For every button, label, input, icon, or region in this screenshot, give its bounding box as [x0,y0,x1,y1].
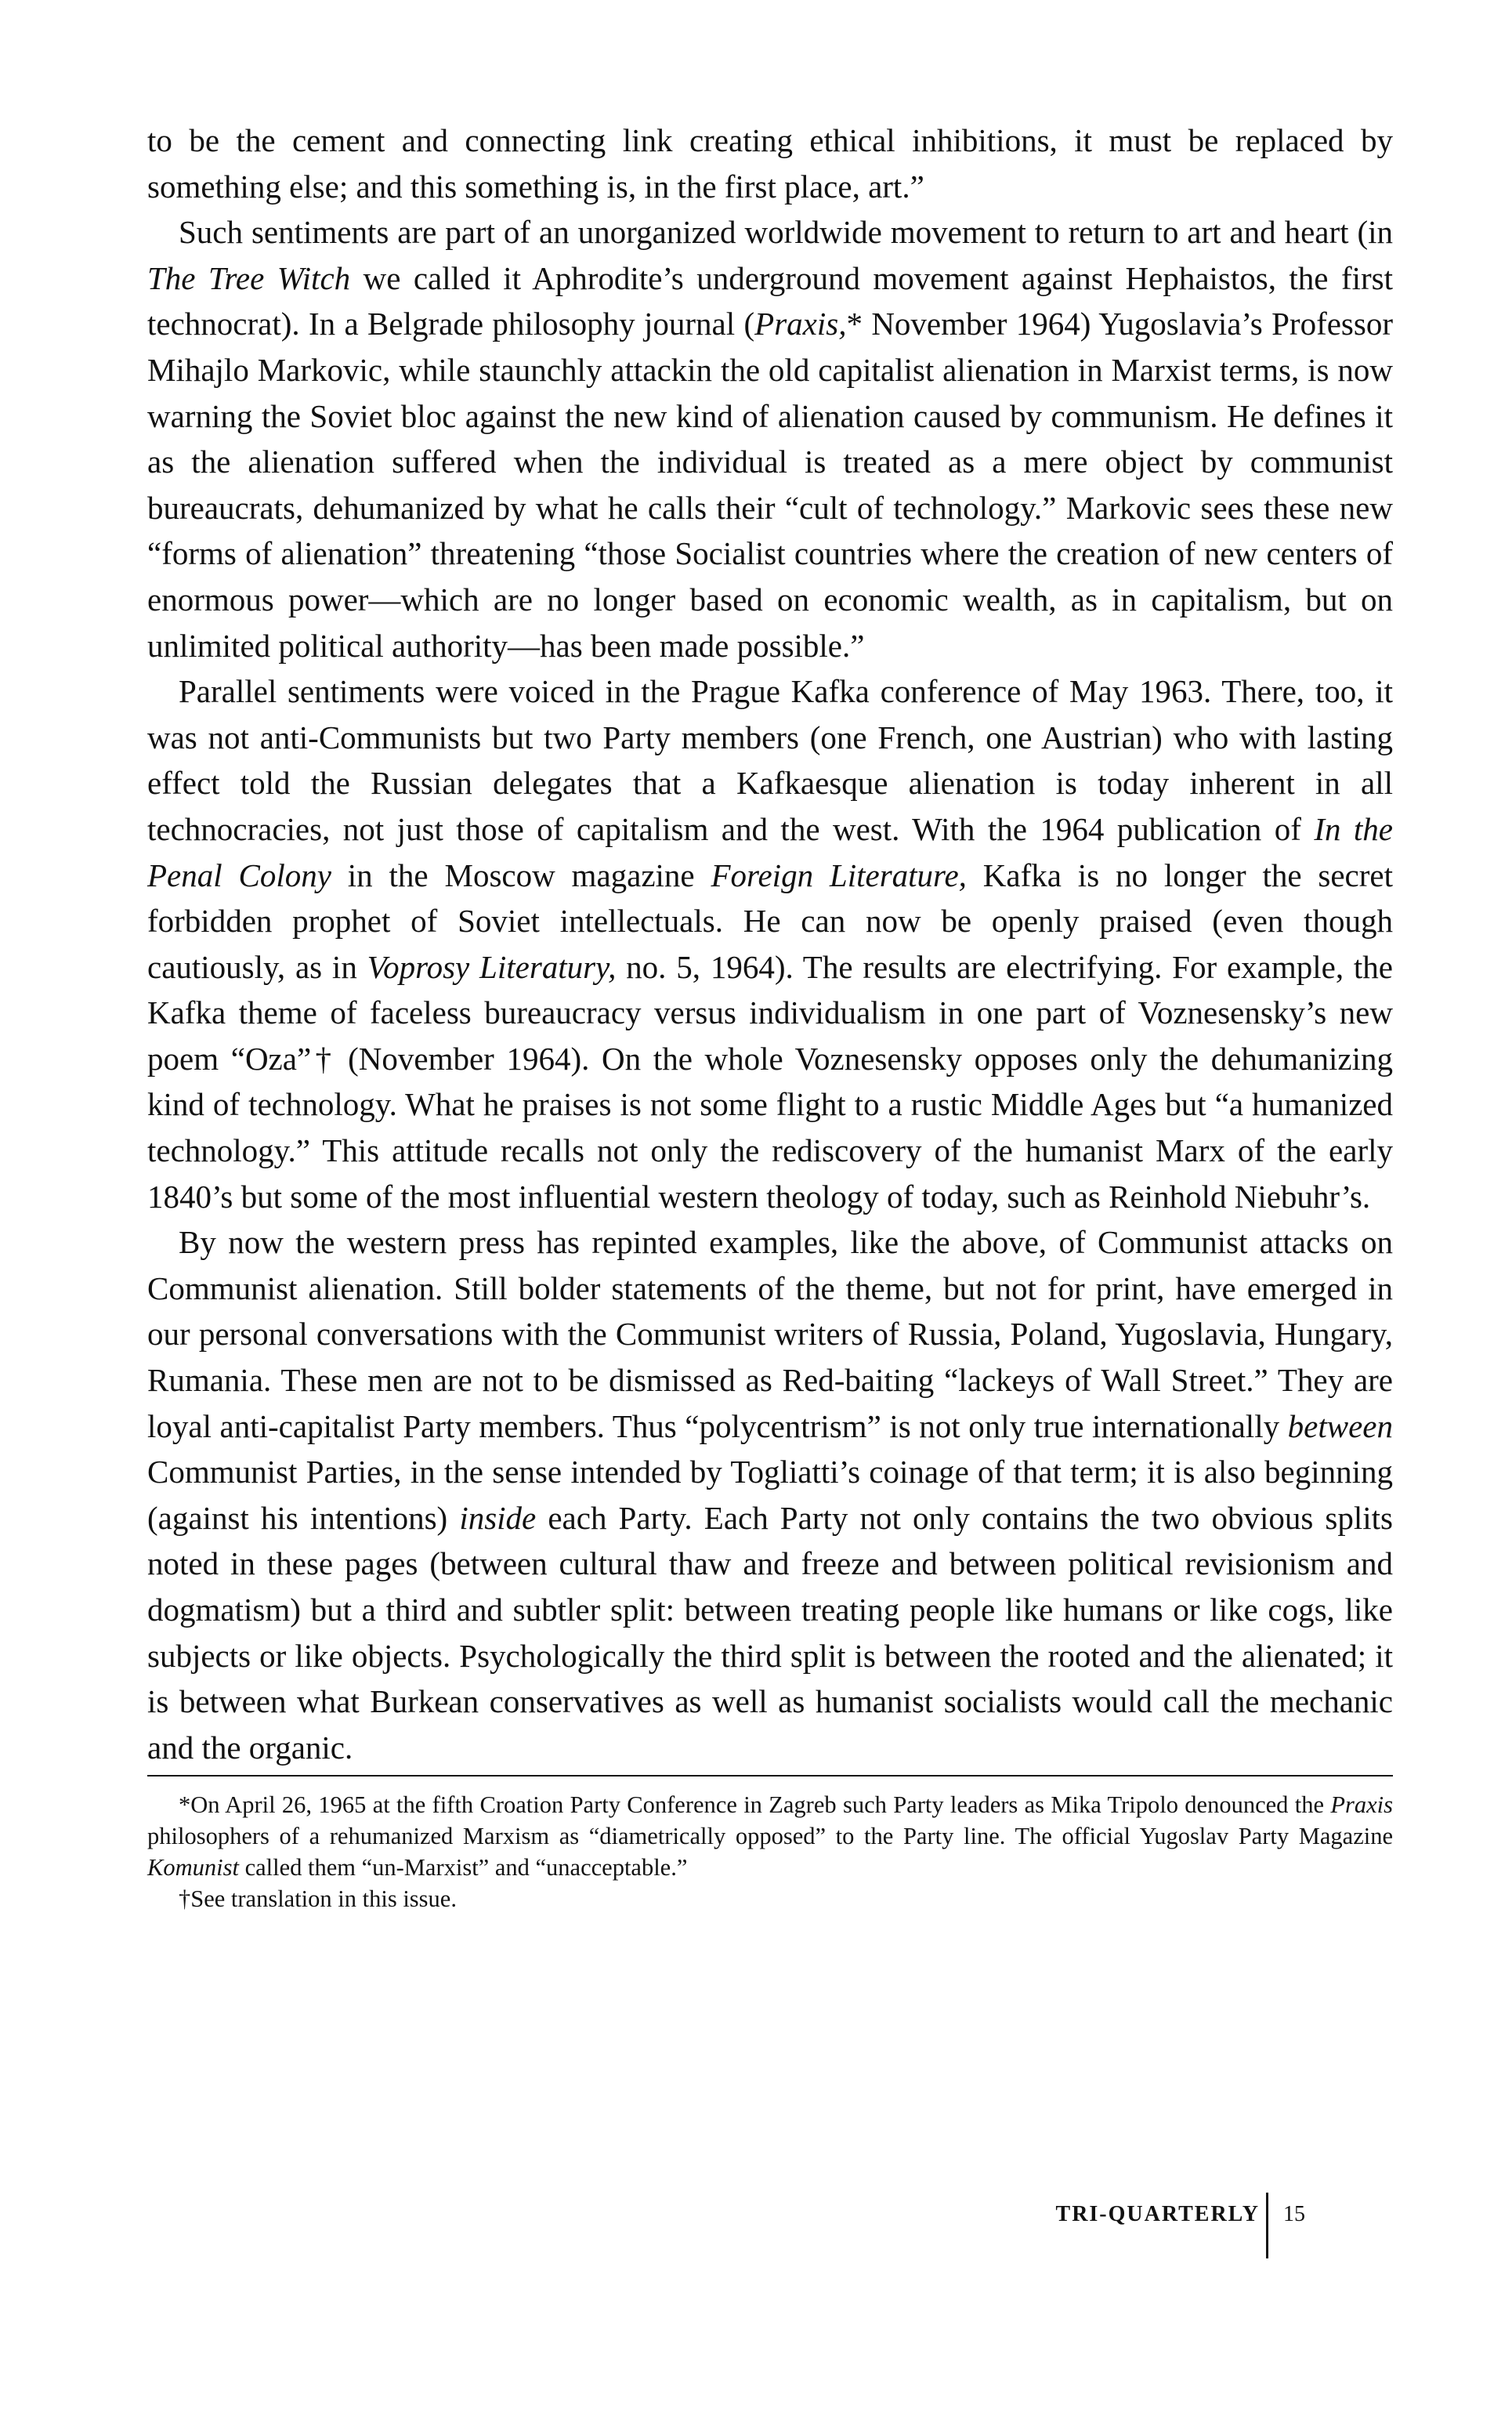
text-run: each Party. Each Party not only contains the two obvious splits noted in these pages (between cultural thaw and freeze and between political revisionism and dogmatism) but a third and subtler split: between treating people like humans or like cogs, like subjects or like objects. Psychologically the third split is between the rooted and the alienated; it is between what Burkean conservatives as well as humanist socialists would call the mechanic and the organic. [147,1499,1393,1766]
page-footer [1040,2193,1354,2260]
text-run: we called it Aphrodite’s underground movement against Hephaistos, the first technocrat). In a Belgrade philosophy journal ( [147,259,1393,342]
footnote-separator-rule [147,1775,1393,1777]
italic-title: Praxis [1330,1791,1393,1819]
text-run: By now the western press has repinted examples, like the above, of Communist attacks on Communist alienation. Still bolder statements of the theme, but not for print, have emerged in our personal conversations with the Communist writers of Russia, Poland, Yugoslavia, Hungary, Rumania. These men are not to be dismissed as Red-baiting “lackeys of Wall Street.” They are loyal anti-capitalist Party members. Thus “polycentrism” is not only true internationally [147,1224,1393,1444]
text-run: Kafka is no longer the secret forbidden prophet of Soviet intellectuals. He can now be openly praised (even though cautiously, as in [147,857,1394,985]
footnote [147,1883,1393,1914]
text-run: Communist Parties, in the sense intended by Togliatti’s coinage of that term; it is also beginning (against his intentions) [147,1454,1393,1536]
text-run: †See translation in this issue. [179,1885,457,1913]
italic-title: Komunist [147,1854,239,1882]
italic-title: Praxis, [754,306,847,342]
italic-title: between [1287,1407,1393,1444]
text-run: no. 5, 1964). The results are electrifying. For example, the Kafka theme of faceless bureaucracy versus individualism in one part of Voznesensky’s new poem “Oza”† (November 1964). On the whole Voznesensky opposes only the dehumanizing kind of technology. What he praises is not some flight to a rustic Middle Ages but “a humanized technology.” This attitude recalls not only the rediscovery of the humanist Marx of the early 1840’s but some of the most influential western theology of today, such as Reinhold Niebuhr’s. [147,948,1393,1215]
italic-title: inside [459,1499,537,1536]
italic-title: Foreign Literature, [711,857,967,893]
footnote [147,1789,1393,1883]
footer-divider [1266,2193,1268,2258]
text-run: philosophers of a rehumanized Marxism as “diametrically opposed” to the Party line. The official Yugoslav Party Magazine [147,1823,1393,1850]
italic-title: Voprosy Literatury, [367,948,617,985]
article-body [147,118,1393,1914]
page-number: 15 [1283,2202,1305,2226]
text-run: in the Moscow magazine [331,857,711,893]
text-run: Such sentiments are part of an unorganized worldwide movement to return to art and heart (in [179,214,1393,251]
body-paragraph [147,118,1393,209]
italic-title: In the Penal Colony [147,810,1393,893]
text-run: *On April 26, 1965 at the fifth Croation Party Conference in Zagreb such Party leaders as Mika Tripolo denounced the [179,1791,1331,1819]
text-run: called them “un-Marxist” and “unacceptable.” [238,1854,688,1882]
journal-title: TRI-QUARTERLY [1055,2202,1260,2226]
body-paragraph [147,209,1393,668]
text-run: Parallel sentiments were voiced in the Prague Kafka conference of May 1963. There, too, it was not anti-Communists but two Party members (one French, one Austrian) who with lasting effect told the Russian delegates that a Kafkaesque alienation is today inherent in all technocracies, not just those of capitalism and the west. With the 1964 publication of [147,673,1393,847]
footnotes [147,1789,1393,1914]
italic-title: The Tree Witch [147,259,351,296]
body-paragraphs [147,118,1393,1770]
text-run: to be the cement and connecting link creating ethical inhibitions, it must be replaced by something else; and this something is, in the first place, art.” [147,122,1393,205]
body-paragraph [147,668,1393,1219]
body-paragraph [147,1219,1393,1770]
text-run: * November 1964) Yugoslavia’s Professor Mihajlo Markovic, while staunchly attackin the old capitalist alienation in Marxist terms, is now warning the Soviet bloc against the new kind of alienation caused by communism. He defines it as the alienation suffered when the individual is treated as a mere object by communist bureaucrats, dehumanized by what he calls their “cult of technology.” Markovic sees these new “forms of alienation” threatening “those Socialist countries where the creation of new centers of enormous power—which are no longer based on economic wealth, as in capitalism, but on unlimited political authority—has been made possible.” [147,306,1393,664]
